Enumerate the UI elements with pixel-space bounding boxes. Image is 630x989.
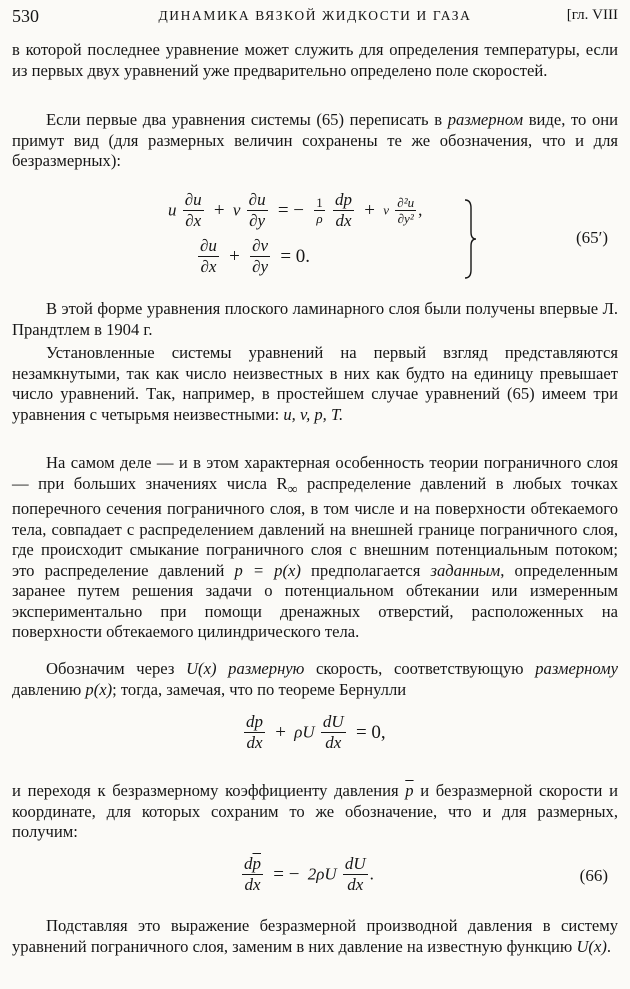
paragraph-5: На самом деле — и в этом характерная особенность теории пограничного слоя — при больших значениях числа $R_\infty$ распределение давлений в любых точках поперечного сечения пограничного слоя, в том числе и на поверхности обтекаемого тела, совпадает с распределением давлений на внешней границе пограничного слоя, где происходит смыкание пограничного слоя с внешним потенциальным потоком; это распределение давлений p = p(x) предполагается заданным, определенным заранее путем решения задачи о потенциальном обтекании или измеренным экспериментально при помощи дренажных отверстий, расположенных на поверхности обтекаемого цилиндрического тела. [12, 453, 619, 642]
equation-65-prime-line1: u $\frac{\partial u}{\partial x}$ + v $\frac{\partial u}{\partial y}$ = − $\frac{1}{\rho}$ $\frac{dp}{dx}$ + ν $\frac{\text{∂²u}}{\text{∂y²}}$ , [168, 190, 423, 230]
paragraph-2: Если первые два уравнения системы (65) переписать в размерном виде, то они примут вид (для размерных величин сохранены те же обозначения, что и для безразмерных): [12, 110, 618, 170]
paragraph-3: В этой форме уравнения плоского ламинарного слоя были получены впервые Л. Прандтлем в 1904 г. [12, 299, 618, 339]
page-header [12, 6, 618, 30]
chapter-label: [гл. VIII [566, 7, 618, 23]
equation-brace [463, 198, 479, 280]
paragraph-1: в которой последнее уравнение может служить для определения температуры, если из первых двух уравнений уже предварительно определено поле скоростей. [12, 40, 618, 80]
equation-65-prime-line2: $\frac{\partial u}{\partial x}$ + $\frac{\partial v}{\partial y}$ = 0. [200, 236, 311, 276]
equation-66: $\frac{d\overline{p}}{dx}$ = − 2ρU $\frac{dU}{dx}$ . [244, 854, 374, 894]
equation-bernoulli: $\frac{dp}{dx}$ + ρU $\frac{dU}{dx}$ = 0, [246, 712, 386, 752]
paragraph-4: Установленные системы уравнений на первый взгляд представляются незамкнутыми, так как число неизвестных в них как будто на единицу превышает число уравнений. Так, например, в простейшем случае уравнений (65) имеем три уравнения с четырьмя неизвестными: u, v, p, T. [12, 343, 618, 424]
equation-label-65-prime: (65′) [575, 228, 608, 247]
equation-label-66: (66) [579, 866, 608, 885]
running-title: ДИНАМИКА ВЯЗКОЙ ЖИДКОСТИ И ГАЗА [158, 8, 472, 23]
paragraph-8: Подставляя это выражение безразмерной производной давления в систему уравнений пограничного слоя, заменим в них давление на известную функцию U(x). [12, 916, 618, 956]
page-number: 530 [12, 6, 39, 26]
paragraph-6: Обозначим через U(x) размерную скорость, соответствующую размерному давлению p(x); тогда, замечая, что по теореме Бернулли [12, 659, 618, 699]
paragraph-7: и переходя к безразмерному коэффициенту давления $\overline{p}$ и безразмерной скорости и координате, для которых сохраним то же обозначение, что и для размерных, получим: [12, 781, 618, 841]
